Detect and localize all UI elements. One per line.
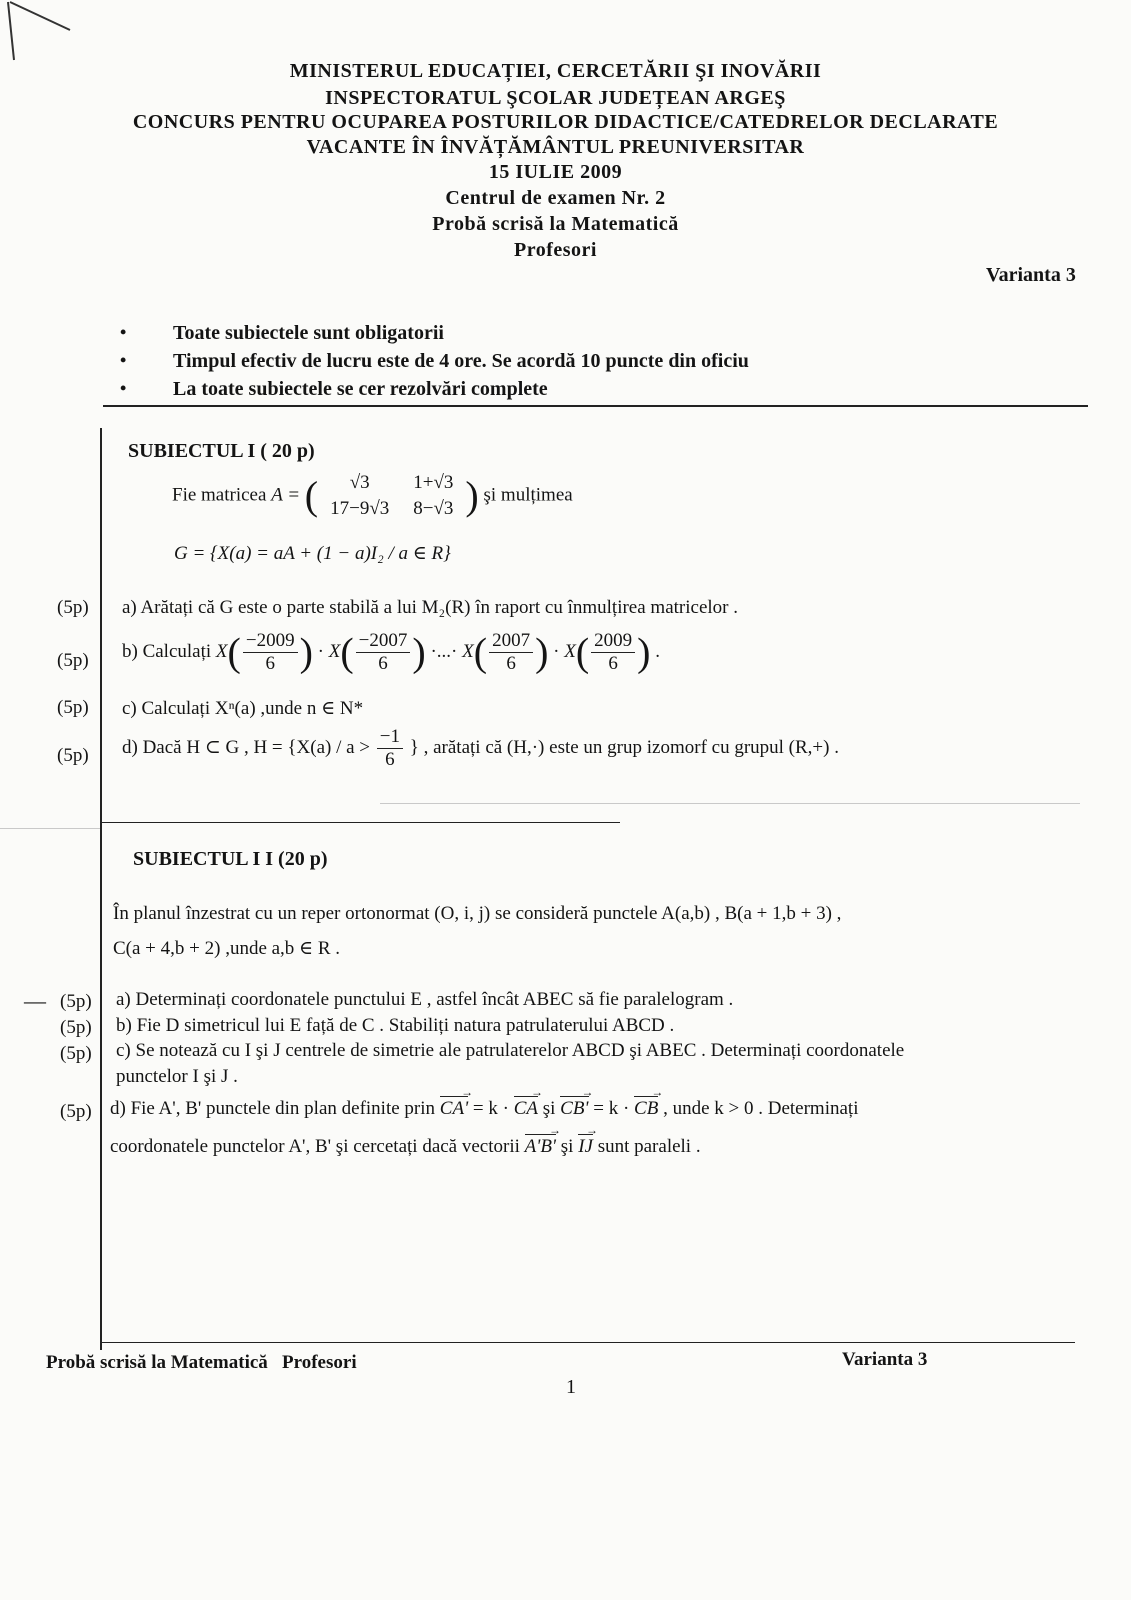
points-label: (5p) [60, 1017, 92, 1038]
matrix-A [318, 470, 465, 522]
right-paren: ) [465, 473, 479, 518]
points-label: (5p) [57, 745, 89, 766]
matrix-cell: 1+√3 [413, 472, 454, 493]
header-contest: CONCURS PENTRU OCUPAREA POSTURILOR DIDACTICE/CATEDRELOR DECLARATE [132, 111, 999, 133]
points-label: (5p) [60, 1101, 92, 1122]
subject2-qd-line2 [110, 1136, 701, 1158]
subject2-qb: b) Fie D simetricul lui E față de C . Stabiliți natura patrulaterului ABCD . [116, 1015, 675, 1036]
header-date: 15 IULIE 2009 [488, 161, 623, 183]
header-audience: Profesori [514, 239, 597, 261]
subject2-intro-line1: În planul înzestrat cu un reper ortonormat (O, i, j) se consideră punctele A(a,b) , B(a + 1,b + 3) , [113, 903, 842, 924]
subject1-qc: c) Calculați Xⁿ(a) ,unde n ∈ N* [122, 698, 364, 719]
subject1-qa: a) Arătați că G este o parte stabilă a lui M₂(R) în raport cu înmulțirea matricelor . [122, 597, 738, 618]
handwritten-dash-mark: — [24, 988, 46, 1013]
qd-text: sunt paraleli . [597, 1136, 701, 1157]
vector-CA: CA → [514, 1098, 538, 1120]
points-label: (5p) [57, 597, 89, 618]
matrix-name: A = [271, 484, 301, 506]
qb-prefix: b) Calculați [122, 640, 212, 662]
points-label: (5p) [60, 1043, 92, 1064]
fraction: $\frac{-2009}{6}$ [243, 630, 298, 675]
instructions-list [118, 322, 749, 406]
vector-A-prime-B-prime: A'B' → [525, 1136, 556, 1158]
header-vacancies: VACANTE ÎN ÎNVĂȚĂMÂNTUL PREUNIVERSITAR [306, 136, 805, 158]
subject2-qd-line1 [110, 1098, 858, 1120]
header-variant: Varianta 3 [986, 264, 1076, 286]
header-center: Centrul de examen Nr. 2 [445, 187, 666, 209]
matrix-cell: √3 [349, 472, 370, 493]
qd-text: coordonatele punctelor A', B' şi cercetați dacă vectorii [110, 1136, 520, 1157]
matrix-cell: 17−9√3 [330, 498, 390, 519]
points-label: (5p) [57, 697, 89, 718]
footer-divider [100, 1342, 1075, 1343]
qd-text: = k · [472, 1098, 509, 1119]
subject1-qd [122, 726, 839, 771]
qd-text: = k · [593, 1098, 630, 1119]
header-exam: Probă scrisă la Matematică [432, 213, 679, 235]
scan-streak [380, 803, 1080, 804]
qd-text: şi [542, 1098, 556, 1119]
qd-text: şi [560, 1136, 574, 1157]
matrix-intro: Fie matricea [172, 484, 267, 506]
qd-text: d) Fie A', B' punctele din plan definite prin [110, 1098, 436, 1119]
page-number: 1 [566, 1376, 576, 1398]
subject2-intro-line2: C(a + 4,b + 2) ,unde a,b ∈ R . [113, 938, 341, 959]
footer-left: Probă scrisă la Matematică Profesori [46, 1352, 357, 1373]
fraction: $\frac{-1}{6}$ [377, 726, 403, 771]
points-label: (5p) [57, 650, 89, 671]
matrix-intro-after: şi mulțimea [483, 484, 573, 506]
margin-line [100, 428, 102, 1350]
instructions-divider [103, 405, 1088, 407]
subject2-qc-line2: punctelor I şi J . [116, 1066, 238, 1087]
subject1-matrix-def [172, 470, 573, 522]
scan-streak [0, 828, 100, 829]
points-label: (5p) [60, 991, 92, 1012]
subject2-qa: a) Determinați coordonatele punctului E , astfel încât ABEC să fie paralelogram . [116, 989, 734, 1010]
instruction-item: • Timpul efectiv de lucru este de 4 ore. Se acordă 10 puncte din oficiu [118, 350, 749, 378]
vector-CA-prime: CA' → [440, 1098, 468, 1120]
instruction-item: • Toate subiectele sunt obligatorii [118, 322, 749, 350]
subject2-title: SUBIECTUL I I (20 p) [133, 848, 328, 870]
header-inspectorate: INSPECTORATUL ŞCOLAR JUDEȚEAN ARGEŞ [325, 87, 786, 109]
set-G-definition: G = {X(a) = aA + (1 − a)I₂ / a ∈ R} [174, 543, 451, 564]
qd-text: , unde k > 0 . Determinați [663, 1098, 859, 1119]
qd-suffix: } , arătați că (H,·) este un grup izomorf cu grupul (R,+) . [409, 736, 839, 758]
vector-IJ: IJ → [578, 1136, 593, 1158]
vector-CB-prime: CB' → [560, 1098, 588, 1120]
matrix-cell: 8−√3 [413, 498, 454, 519]
fraction: $\frac{2007}{6}$ [489, 630, 533, 675]
header-ministry: MINISTERUL EDUCAȚIEI, CERCETĂRII ŞI INOVĂRII [289, 60, 822, 82]
subject2-qc-line1: c) Se notează cu I şi J centrele de simetrie ale patrulaterelor ABCD şi ABEC . Determinați coordonatele [116, 1040, 905, 1061]
section-divider [100, 822, 620, 823]
instruction-item: • La toate subiectele se cer rezolvări complete [118, 378, 749, 406]
qd-prefix: d) Dacă H ⊂ G , H = {X(a) / a > [122, 736, 371, 758]
subject1-qb: b) Calculați X( $\frac{-2009}{6}$ ) · X( $\frac{-2007}{6}$ ) ·...· X( $\frac{2007}{6}$ ) · X( $\frac{2009}{6}$ ) . [122, 629, 660, 675]
footer-variant: Varianta 3 [842, 1349, 928, 1370]
fraction: $\frac{2009}{6}$ [591, 630, 635, 675]
left-paren: ( [304, 473, 319, 518]
vector-CB: CB → [634, 1098, 658, 1120]
subject1-title: SUBIECTUL I ( 20 p) [128, 440, 315, 462]
fraction: $\frac{-2007}{6}$ [356, 630, 411, 675]
